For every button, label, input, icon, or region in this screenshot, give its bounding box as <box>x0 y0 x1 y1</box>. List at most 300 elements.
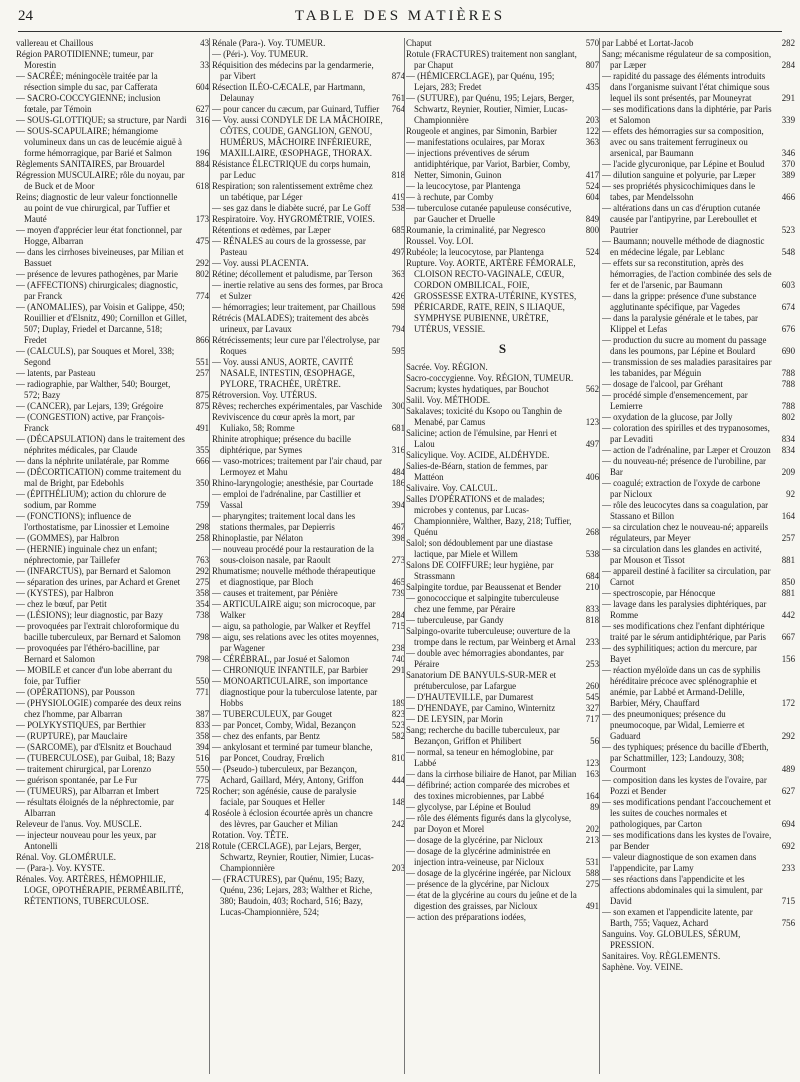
index-entry <box>212 874 405 918</box>
entry-text: — composition dans les kystes de l'ovaire, par Pozzi et Bender <box>602 775 767 796</box>
entry-text: — (SARCOME), par d'Elsnitz et Bouchaud <box>16 742 172 752</box>
entry-page-number: 627 <box>195 104 209 114</box>
entry-page-number: 406 <box>585 472 599 482</box>
entry-text: Rhumatisme; nouvelle méthode thérapeutique et diagnostique, par Bloch <box>212 566 376 587</box>
entry-text: — guérison spontanée, par Le Fur <box>16 775 138 785</box>
index-entry <box>602 49 795 71</box>
entry-text: — hémorragies; leur traitement, par Chaillous <box>212 302 376 312</box>
index-entry <box>212 434 405 456</box>
index-entry <box>212 225 405 236</box>
index-entry <box>212 104 405 115</box>
entry-page-number: 774 <box>195 291 209 301</box>
index-entry <box>406 258 599 335</box>
entry-text: — radiographie, par Walther, 540; Bourget, 572; Bazy <box>16 379 171 400</box>
index-entry <box>602 456 795 478</box>
index-entry <box>406 373 599 384</box>
entry-page-number: 598 <box>391 302 405 312</box>
entry-page-number: 292 <box>195 566 209 576</box>
entry-text: — ses modifications chez l'enfant diphtérique traité par le sérum antidiphtérique, par Paris <box>602 621 766 642</box>
entry-text: Salles D'OPÉRATIONS et de malades; microbes y contenus, par Lucas-Championnière, Walther, Bazy, 218; Tuffier, Quénu <box>406 494 572 537</box>
entry-page-number: 685 <box>391 225 405 235</box>
index-entry <box>16 379 209 401</box>
index-entry <box>406 428 599 450</box>
index-entry <box>406 593 599 615</box>
entry-text: Rhinite atrophique; présence du bacille diphtérique, par Symes <box>212 434 351 455</box>
entry-page-number: 802 <box>781 412 795 422</box>
page-header <box>0 0 800 40</box>
index-entry <box>406 395 599 406</box>
index-entry <box>406 203 599 225</box>
entry-text: — spectroscopie, par Hénocque <box>602 588 716 598</box>
index-entry <box>602 797 795 830</box>
entry-page-number: 761 <box>391 93 405 103</box>
index-entry <box>406 648 599 670</box>
entry-text: — chez le bœuf, par Petit <box>16 599 107 609</box>
entry-text: — Voy. aussi CONDYLE DE LA MÂCHOIRE, CÔTES, COUDE, GANGLION, GENOU, HUMÉRUS, MÂCHOIRE INFÉRIEURE, MAXILLAIRE, ŒSOPHAGE, THORAX. <box>212 115 383 158</box>
entry-text: Salicylique. Voy. ACIDE, ALDÉHYDE. <box>406 450 550 460</box>
index-entry <box>406 714 599 725</box>
entry-page-number: 233 <box>585 637 599 647</box>
entry-text: — présence de la glycérine, par Nicloux <box>406 879 550 889</box>
entry-page-number: 173 <box>195 214 209 224</box>
index-entry <box>212 280 405 302</box>
index-entry <box>602 775 795 797</box>
entry-text: — la leucocytose, par Plantenga <box>406 181 521 191</box>
entry-text: — TUBERCULEUX, par Gouget <box>212 709 333 719</box>
entry-page-number: 531 <box>585 857 599 867</box>
index-entry <box>16 93 209 115</box>
entry-page-number: 92 <box>786 489 795 499</box>
entry-page-number: 435 <box>585 82 599 92</box>
index-entry <box>16 544 209 566</box>
entry-text: — (FONCTIONS); influence de l'orthostatisme, par Linossier et Lemoine <box>16 511 170 532</box>
index-entry <box>16 610 209 621</box>
index-entry <box>406 538 599 560</box>
entry-page-number: 833 <box>195 720 209 730</box>
entry-page-number: 818 <box>391 170 405 180</box>
entry-page-number: 242 <box>391 819 405 829</box>
entry-text: — rôle des leucocytes dans sa coagulation, par Stassano et Billon <box>602 500 769 521</box>
entry-page-number: 210 <box>585 582 599 592</box>
entry-page-number: 759 <box>195 500 209 510</box>
entry-page-number: 354 <box>195 599 209 609</box>
running-title: TABLE DES MATIÈRES <box>294 8 506 24</box>
index-entry <box>406 225 599 236</box>
entry-page-number: 550 <box>195 764 209 774</box>
entry-page-number: 4 <box>204 808 209 818</box>
index-entry <box>406 879 599 890</box>
entry-text: — (Péri-). Voy. TUMEUR. <box>212 49 309 59</box>
entry-page-number: 681 <box>391 423 405 433</box>
entry-page-number: 739 <box>391 588 405 598</box>
entry-text: — dans la paralysie générale et le tabes, par Klippel et Lefas <box>602 313 758 334</box>
entry-text: Rêves; recherches expérimentales, par Vaschide <box>212 401 383 411</box>
entry-page-number: 163 <box>585 769 599 779</box>
entry-text: Rotule (FRACTURES) traitement non sanglant, par Chaput <box>406 49 577 70</box>
index-entry <box>406 384 599 395</box>
entry-text: Salicine; action de l'émulsine, par Henri et Lalou <box>406 428 557 449</box>
entry-page-number: 764 <box>391 104 405 114</box>
entry-text: — effets sur sa reconstitution, après des hémorragies, de l'action combinée des sels de fer et de l'arsenic, par Baumann <box>602 258 772 290</box>
entry-page-number: 570 <box>585 38 599 48</box>
entry-text: — (TUMEURS), par Albarran et Imbert <box>16 786 159 796</box>
entry-text: Roumanie, la criminalité, par Negresco <box>406 225 546 235</box>
entry-page-number: 284 <box>391 610 405 620</box>
index-entry <box>212 214 405 225</box>
entry-text: — (FRACTURES), par Quénu, 195; Bazy, Quénu, 236; Lejars, 283; Walther et Riche, 380; Baudoin, 403; Rochard, 516; Bazy, Lucas-Championnière, 524; <box>212 874 373 917</box>
index-entry <box>602 203 795 236</box>
index-entry <box>602 335 795 357</box>
index-entry <box>16 786 209 797</box>
entry-text: — dans la cirrhose biliaire de Hanot, par Milian <box>406 769 577 779</box>
index-entry <box>16 588 209 599</box>
column-divider <box>404 38 405 1074</box>
entry-text: Chaput <box>406 38 432 48</box>
entry-page-number: 257 <box>195 368 209 378</box>
entry-text: Sakalaves; toxicité du Ksopo ou Tanghin de Menabé, par Camus <box>406 406 562 427</box>
entry-page-number: 363 <box>585 137 599 147</box>
index-entry <box>602 588 795 599</box>
index-entry <box>602 566 795 588</box>
entry-page-number: 516 <box>195 753 209 763</box>
entry-page-number: 849 <box>585 214 599 224</box>
entry-text: — ses gaz dans le diabète sucré, par Le Goff <box>212 203 371 213</box>
entry-text: — (RUPTURE), par Mauclaire <box>16 731 128 741</box>
entry-text: Roussel. Voy. LOI. <box>406 236 474 246</box>
entry-page-number: 834 <box>781 434 795 444</box>
entry-page-number: 884 <box>195 159 209 169</box>
entry-text: — MONOARTICULAIRE, son importance diagnostique pour la tuberculose latente, par Hobbs <box>212 676 378 708</box>
index-entry <box>16 434 209 456</box>
entry-text: — résultats éloignés de la néphrectomie, par Albarran <box>16 797 174 818</box>
index-entry <box>16 302 209 346</box>
entry-page-number: 717 <box>585 714 599 724</box>
index-entry <box>16 192 209 225</box>
index-entry <box>16 49 209 71</box>
entry-text: — coloration des spirilles et des trypanosomes, par Levaditi <box>602 423 770 444</box>
index-entry <box>406 725 599 747</box>
entry-page-number: 238 <box>391 643 405 653</box>
index-entry <box>16 753 209 764</box>
section-heading: S <box>498 341 507 356</box>
index-entry <box>212 599 405 621</box>
entry-page-number: 316 <box>391 445 405 455</box>
entry-text: — POLYKYSTIQUES, par Berthier <box>16 720 146 730</box>
entry-text: vallereau et Chaillous <box>16 38 94 48</box>
entry-text: — inertie relative au sens des formes, par Broca et Sulzer <box>212 280 383 301</box>
entry-text: — SACRO-COCCYGIENNE; inclusion fœtale, par Témoin <box>16 93 161 114</box>
index-entry <box>16 643 209 665</box>
entry-text: — ARTICULAIRE aigu; son microcoque, par Walker <box>212 599 376 620</box>
index-entry <box>406 813 599 835</box>
entry-text: Rétrécissements; leur cure par l'électrolyse, par Roques <box>212 335 380 356</box>
entry-text: Régression MUSCULAIRE; rôle du noyau, par de Buck et de Moor <box>16 170 185 191</box>
index-entry <box>16 742 209 753</box>
entry-text: — état de la glycérine au cours du jeûne et de la digestion des graisses, par Nicloux <box>406 890 577 911</box>
entry-page-number: 350 <box>195 478 209 488</box>
entry-page-number: 788 <box>781 379 795 389</box>
entry-text: — nouveau procédé pour la restauration de la sous-cloison nasale, par Raoult <box>212 544 374 565</box>
entry-page-number: 164 <box>781 511 795 521</box>
entry-page-number: 807 <box>585 60 599 70</box>
index-entry <box>16 467 209 489</box>
entry-page-number: 740 <box>391 654 405 664</box>
index-entry <box>212 49 405 60</box>
index-column-1 <box>16 38 209 1074</box>
entry-text: Région PAROTIDIENNE; tumeur, par Morestin <box>16 49 154 70</box>
entry-text: Rhinoplastie, par Nélaton <box>212 533 303 543</box>
entry-text: — l'acide glycuronique, par Lépine et Boulud <box>602 159 765 169</box>
entry-text: — D'HENDAYE, par Camino, Winternitz <box>406 703 556 713</box>
entry-text: — dosage de l'alcool, par Gréhant <box>602 379 723 389</box>
entry-page-number: 881 <box>781 588 795 598</box>
entry-page-number: 275 <box>195 577 209 587</box>
entry-page-number: 298 <box>195 522 209 532</box>
entry-page-number: 875 <box>195 390 209 400</box>
entry-page-number: 260 <box>585 681 599 691</box>
index-entry <box>16 247 209 269</box>
entry-page-number: 275 <box>585 879 599 889</box>
entry-page-number: 291 <box>391 665 405 675</box>
entry-page-number: 202 <box>585 824 599 834</box>
entry-page-number: 268 <box>585 527 599 537</box>
entry-text: Réquisition des médecins par la gendarmerie, par Vibert <box>212 60 374 81</box>
entry-text: — SACRÉE; méningocèle traitée par la résection simple du sac, par Cafferata <box>16 71 158 92</box>
index-entry <box>602 313 795 335</box>
entry-text: — vaso-motrices; traitement par l'air chaud, par Lermoyez et Mahu <box>212 456 382 477</box>
index-column-4 <box>602 38 795 1074</box>
entry-page-number: 676 <box>781 324 795 334</box>
index-entry <box>602 643 795 665</box>
index-entry <box>16 115 209 126</box>
index-entry <box>212 302 405 313</box>
entry-page-number: 618 <box>195 181 209 191</box>
index-entry <box>16 797 209 819</box>
index-entry <box>602 423 795 445</box>
entry-page-number: 273 <box>391 555 405 565</box>
entry-text: Releveur de l'anus. Voy. MUSCLE. <box>16 819 142 829</box>
index-entry <box>602 412 795 423</box>
entry-page-number: 282 <box>781 38 795 48</box>
index-entry <box>212 313 405 335</box>
entry-page-number: 355 <box>195 445 209 455</box>
entry-page-number: 603 <box>781 280 795 290</box>
entry-text: — du nouveau-né; présence de l'urobiline, par Bar <box>602 456 767 477</box>
entry-page-number: 595 <box>391 346 405 356</box>
entry-page-number: 818 <box>585 615 599 625</box>
entry-page-number: 358 <box>195 588 209 598</box>
index-entry <box>16 665 209 687</box>
entry-page-number: 667 <box>781 632 795 642</box>
entry-text: — (LÉSIONS); leur diagnostic, par Bazy <box>16 610 163 620</box>
index-entry <box>602 962 795 973</box>
entry-page-number: 316 <box>195 115 209 125</box>
entry-text: — action de l'adrénaline, par Læper et Crouzon <box>602 445 771 455</box>
entry-page-number: 874 <box>391 71 405 81</box>
page-number: 24 <box>18 8 33 24</box>
index-entry <box>602 522 795 544</box>
entry-text: — dosage de la glycérine, par Nicloux <box>406 835 543 845</box>
entry-page-number: 189 <box>391 698 405 708</box>
entry-text: — présence de levures pathogènes, par Marie <box>16 269 178 279</box>
entry-page-number: 484 <box>391 467 405 477</box>
column-divider <box>209 38 210 1074</box>
index-entry <box>406 626 599 648</box>
index-entry <box>16 511 209 533</box>
entry-text: — CÉRÉBRAL, par Josué et Salomon <box>212 654 350 664</box>
index-entry <box>602 478 795 500</box>
entry-text: — effets des hémorragies sur sa composition, avec ou sans traitement ferrugineux ou arsenical, par Baumann <box>602 126 764 158</box>
entry-text: — transmission de ses maladies parasitaires par les tabanides, par Méguin <box>602 357 772 378</box>
index-entry <box>212 478 405 489</box>
entry-text: Sanatorium DE BANYULS-SUR-MER et prétuberculose, par Lafargue <box>406 670 557 691</box>
entry-text: — pharyngites; traitement local dans les stations thermales, par Depierris <box>212 511 356 532</box>
entry-text: — D'HAUTEVILLE, par Dumarest <box>406 692 534 702</box>
entry-page-number: 122 <box>585 126 599 136</box>
index-entry <box>212 632 405 654</box>
index-entry <box>212 82 405 104</box>
entry-page-number: 690 <box>781 346 795 356</box>
entry-text: — (Pseudo-) tuberculeux, par Bezançon, Achard, Gaillard, Méry, Antony, Griffon <box>212 764 364 785</box>
index-entry <box>406 890 599 912</box>
index-entry <box>212 38 405 49</box>
entry-page-number: 389 <box>781 170 795 180</box>
index-entry <box>212 390 405 401</box>
entry-text: — défibriné; action comparée des microbes et des toxines microbiennes, par Labbé <box>406 780 570 801</box>
index-column-3 <box>406 38 599 1074</box>
entry-text: — RÉNALES au cours de la grossesse, par Pasteau <box>212 236 366 257</box>
entry-text: — (HERNIE) inguinale chez un enfant; néphrectomie, par Taillefer <box>16 544 158 565</box>
entry-text: — ses réactions dans l'appendicite et les affections abdominales qui la simulent, par David <box>602 874 763 906</box>
entry-text: — aigu, sa pathologie, par Walker et Reyffel <box>212 621 371 631</box>
entry-text: Sang; mécanisme régulateur de sa composition, par Læper <box>602 49 772 70</box>
entry-page-number: 794 <box>391 324 405 334</box>
entry-page-number: 442 <box>781 610 795 620</box>
index-entry <box>16 830 209 852</box>
index-entry <box>406 868 599 879</box>
entry-page-number: 627 <box>781 786 795 796</box>
entry-page-number: 465 <box>391 577 405 587</box>
index-entry <box>406 769 599 780</box>
entry-text: — Voy. aussi PLACENTA. <box>212 258 309 268</box>
entry-text: — (CANCER), par Lejars, 139; Grégoire <box>16 401 164 411</box>
index-entry <box>16 401 209 412</box>
entry-page-number: 497 <box>585 439 599 449</box>
entry-text: — dans la néphrite unilatérale, par Romme <box>16 456 170 466</box>
index-entry <box>16 698 209 720</box>
entry-text: — tuberculose cutanée papuleuse consécutive, par Gaucher et Druelle <box>406 203 572 224</box>
index-entry <box>212 533 405 544</box>
entry-page-number: 258 <box>195 533 209 543</box>
entry-text: Rénale (Para-). Voy. TUMEUR. <box>212 38 326 48</box>
entry-text: — action des préparations iodées, <box>406 912 527 922</box>
index-entry <box>602 236 795 258</box>
entry-text: Salpingo-ovarite tuberculeuse; ouverture de la trompe dans le rectum, par Weinberg et Arnal <box>406 626 576 647</box>
index-entry <box>212 808 405 830</box>
entry-text: — DE LEYSIN, par Morin <box>406 714 503 724</box>
index-column-2 <box>212 38 405 1074</box>
index-entry <box>212 676 405 709</box>
index-entry <box>212 709 405 720</box>
entry-text: — provoquées par l'éthéro-bacilline, par Bernard et Salomon <box>16 643 160 664</box>
entry-text: — (CALCULS), par Souques et Morel, 338; Segond <box>16 346 175 367</box>
index-entry <box>212 258 405 269</box>
index-entry <box>406 148 599 181</box>
entry-page-number: 489 <box>781 764 795 774</box>
entry-page-number: 823 <box>391 709 405 719</box>
entry-text: — valeur diagnostique de son examen dans l'appendicite, par Lamy <box>602 852 757 873</box>
index-entry <box>602 874 795 907</box>
index-entry <box>406 494 599 538</box>
entry-page-number: 444 <box>391 775 405 785</box>
entry-page-number: 148 <box>391 797 405 807</box>
index-entry <box>406 780 599 802</box>
entry-text: — moyen d'apprécier leur état fonctionnel, par Hogge, Albarran <box>16 225 182 246</box>
entry-text: — (DÉCORTICATION) comme traitement du mal de Bright, par Edebohls <box>16 467 182 488</box>
index-entry <box>212 401 405 412</box>
index-entry <box>602 71 795 104</box>
entry-page-number: 523 <box>781 225 795 235</box>
entry-text: — coagulé; extraction de l'oxyde de carbone par Nicloux <box>602 478 761 499</box>
entry-page-number: 491 <box>195 423 209 433</box>
entry-page-number: 466 <box>781 192 795 202</box>
entry-page-number: 257 <box>781 533 795 543</box>
entry-page-number: 548 <box>781 247 795 257</box>
entry-text: — (INFARCTUS), par Bernard et Salomon <box>16 566 171 576</box>
entry-text: Règlements SANITAIRES, par Brouardel <box>16 159 165 169</box>
index-entry <box>16 412 209 434</box>
index-entry <box>16 731 209 742</box>
index-entry <box>406 912 599 923</box>
entry-text: Salol; son dédoublement par une diastase lactique, par Miele et Willem <box>406 538 553 559</box>
entry-text: Rotation. Voy. TÊTE. <box>212 830 289 840</box>
entry-text: Rénales. Voy. ARTÈRES, HÉMOPHILIE, LOGE, OPOTHÉRAPIE, PERMÉABILITÉ, RÉTENTIONS, TUBERCULOSE. <box>16 874 184 906</box>
entry-text: — (Para-). Voy. KYSTE. <box>16 863 105 873</box>
entry-page-number: 582 <box>391 731 405 741</box>
entry-text: — MOBILE et cancer d'un lobe aberrant du foie, par Tuffier <box>16 665 173 686</box>
index-entry <box>212 181 405 203</box>
entry-page-number: 738 <box>195 610 209 620</box>
entry-page-number: 715 <box>391 621 405 631</box>
entry-text: — Voy. aussi ANUS, AORTE, CAVITÉ NASALE, INTESTIN, ŒSOPHAGE, PYLORE, TRACHÉE, URÈTRE. <box>212 357 355 389</box>
entry-page-number: 196 <box>195 148 209 158</box>
entry-page-number: 674 <box>781 302 795 312</box>
entry-page-number: 756 <box>781 918 795 928</box>
entry-text: — par Poncet, Comby, Widal, Bezançon <box>212 720 356 730</box>
entry-text: Salivaire. Voy. CALCUL. <box>406 483 498 493</box>
index-entry <box>212 654 405 665</box>
index-entry <box>602 38 795 49</box>
index-entry <box>16 368 209 379</box>
entry-text: — CHRONIQUE INFANTILE, par Barbier <box>212 665 368 675</box>
entry-text: — injecteur nouveau pour les yeux, par Antonelli <box>16 830 157 851</box>
index-entry <box>212 511 405 533</box>
entry-text: Sanguins. Voy. GLOBULES, SÉRUM, PRESSION. <box>602 929 741 950</box>
entry-page-number: 833 <box>585 604 599 614</box>
index-entry <box>212 115 405 159</box>
column-divider <box>599 38 600 1074</box>
entry-page-number: 56 <box>590 736 599 746</box>
entry-text: — lavage dans les paralysies diphtériques, par Romme <box>602 599 767 620</box>
entry-text: — (GOMMES), par Halbron <box>16 533 120 543</box>
entry-page-number: 43 <box>200 38 209 48</box>
index-entry <box>212 489 405 511</box>
entry-text: Rhino-laryngologie; anesthésie, par Courtade <box>212 478 374 488</box>
entry-text: — des syphilitiques; action du mercure, par Bayet <box>602 643 758 664</box>
index-entry <box>212 236 405 258</box>
entry-page-number: 551 <box>195 357 209 367</box>
entry-text: — double avec hémorragies abondantes, par Péraire <box>406 648 564 669</box>
